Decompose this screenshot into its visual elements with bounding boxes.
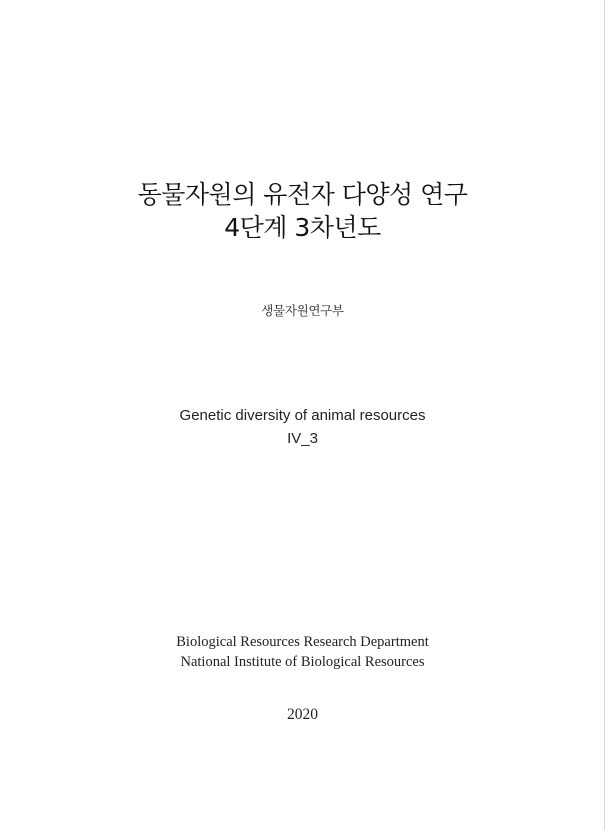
korean-department-name: 생물자원연구부 bbox=[261, 303, 344, 318]
english-department-name: Biological Resources Research Department bbox=[176, 634, 429, 650]
publication-year: 2020 bbox=[287, 706, 318, 723]
english-subtitle: IV_3 bbox=[287, 430, 318, 447]
korean-title-line-1: 동물자원의 유전자 다양성 연구 bbox=[137, 180, 468, 209]
english-institute-name: National Institute of Biological Resources bbox=[180, 654, 425, 670]
korean-title-line-2: 4단계 3차년도 bbox=[224, 213, 381, 242]
english-title: Genetic diversity of animal resources bbox=[179, 407, 426, 424]
